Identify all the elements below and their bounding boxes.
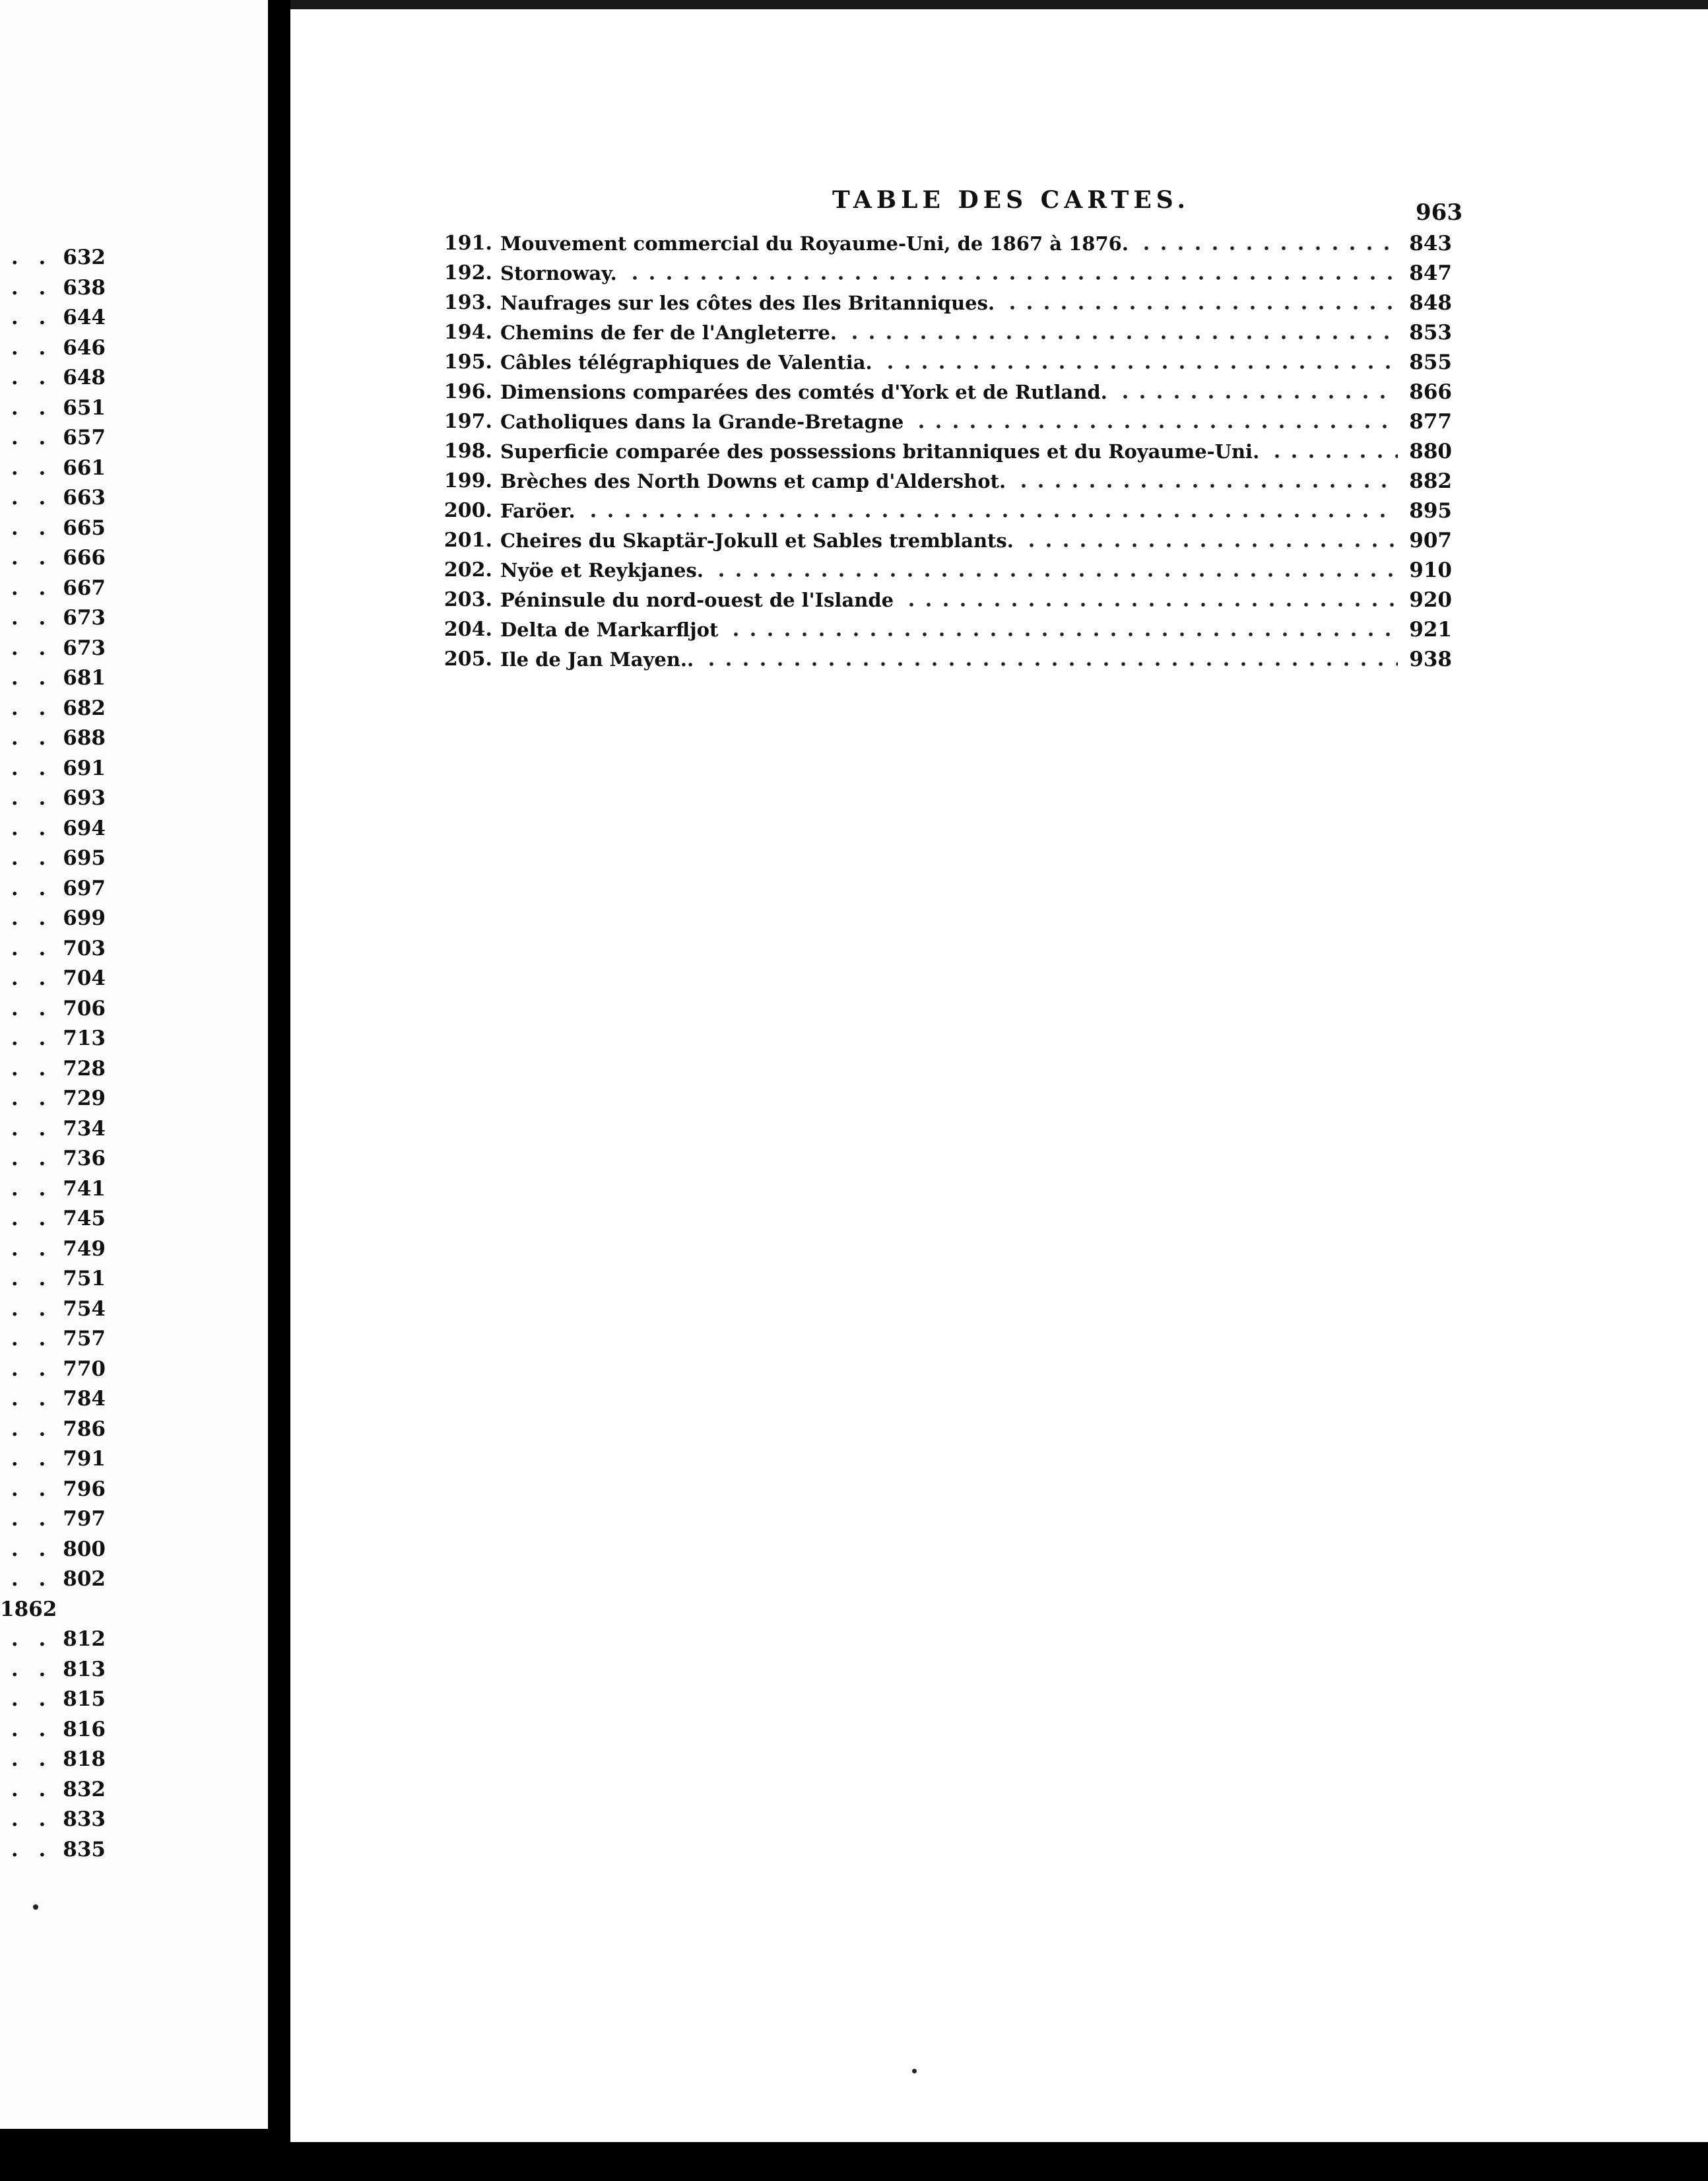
left-page-row: [0, 755, 106, 782]
entry-title: Faröer.: [500, 500, 575, 522]
left-page-row: [0, 1025, 106, 1052]
left-page-number: 812: [63, 1627, 106, 1651]
left-page-number: 691: [63, 756, 106, 780]
left-page-number: 703: [63, 936, 106, 960]
left-page-number: 688: [63, 726, 106, 750]
left-page-number: 665: [63, 516, 106, 540]
dot-leader: . .: [11, 1687, 53, 1711]
left-page-number: 736: [63, 1147, 106, 1170]
dot-leader: . .: [11, 1327, 53, 1351]
left-page-number: 681: [63, 666, 106, 690]
dot-leader: [1138, 246, 1398, 250]
left-page-row: [0, 935, 106, 962]
left-page-number: 796: [63, 1477, 106, 1501]
entry-title: Dimensions comparées des comtés d'York et de Rutland.: [500, 381, 1107, 403]
dot-leader: [1004, 306, 1398, 310]
dot-leader: [846, 335, 1398, 339]
entry-number: 193.: [443, 291, 492, 314]
page-number: 963: [1416, 199, 1462, 226]
dot-leader: . .: [11, 455, 53, 480]
left-page-row: [0, 335, 106, 361]
entry-title: Stornoway.: [500, 262, 617, 285]
left-page-number: 663: [63, 486, 106, 510]
map-entry: [436, 584, 1452, 613]
left-page-number: 644: [63, 306, 106, 329]
left-page-row: [0, 1476, 106, 1502]
dot-leader: . .: [11, 756, 53, 780]
entry-number: 197.: [443, 410, 492, 433]
left-page-row: [0, 1806, 106, 1832]
left-page-number: 786: [63, 1417, 106, 1441]
entry-title: Nyöe et Reykjanes.: [500, 559, 704, 582]
dot-leader: . .: [11, 546, 53, 570]
left-page-row: [0, 1296, 106, 1322]
dot-leader: . .: [11, 696, 53, 720]
left-page-row: [0, 1746, 106, 1772]
left-page-row: [0, 1386, 106, 1412]
entry-page: 880: [1409, 440, 1452, 463]
left-page-number: 791: [63, 1447, 106, 1471]
page-title: TABLE DES CARTES.: [832, 186, 1190, 214]
dot-leader: . .: [11, 1056, 53, 1081]
entry-title: Ile de Jan Mayen..: [500, 648, 694, 671]
left-page-number: 673: [63, 636, 106, 660]
dot-leader: . .: [11, 1807, 53, 1831]
left-page-row: [0, 1176, 106, 1202]
left-page-row: [0, 1145, 106, 1172]
entry-number: 199.: [443, 469, 492, 492]
entry-title: Câbles télégraphiques de Valentia.: [500, 351, 872, 374]
dot-leader: . .: [11, 1567, 53, 1591]
dot-leader: . .: [11, 1837, 53, 1862]
partial-year: 1862: [0, 1597, 57, 1621]
left-page-number: 661: [63, 455, 106, 480]
left-page-row: [0, 364, 106, 391]
dot-leader: [1023, 543, 1398, 547]
left-page-number: 734: [63, 1116, 106, 1141]
left-page-row: [0, 1085, 106, 1112]
left-page-row: [0, 1265, 106, 1292]
dot-leader: . .: [11, 1507, 53, 1531]
map-entry: [436, 554, 1452, 584]
entry-page: 877: [1409, 410, 1452, 434]
entry-page: 920: [1409, 588, 1452, 612]
left-page-number: 694: [63, 816, 106, 840]
entry-number: 204.: [443, 618, 492, 641]
dot-leader: . .: [11, 816, 53, 840]
left-page-row: [0, 1116, 106, 1142]
entry-page: 855: [1409, 351, 1452, 374]
entry-page: 847: [1409, 261, 1452, 285]
left-page-number: 833: [63, 1807, 106, 1831]
dot-leader: . .: [11, 1537, 53, 1561]
left-page-number: 666: [63, 546, 106, 570]
left-page-row: [0, 275, 106, 301]
left-page-row: [0, 1506, 106, 1532]
left-page-number: 802: [63, 1567, 106, 1591]
dot-leader: . .: [11, 1747, 53, 1771]
left-page-row: [0, 905, 106, 931]
left-page-number: 832: [63, 1777, 106, 1801]
left-page-number: 741: [63, 1176, 106, 1201]
left-page-number: 673: [63, 606, 106, 630]
entry-number: 192.: [443, 261, 492, 285]
dot-leader: . .: [11, 606, 53, 630]
left-page-row: [0, 515, 106, 541]
left-page-row: [0, 665, 106, 691]
left-page-number: 706: [63, 996, 106, 1021]
left-page-number: 818: [63, 1747, 106, 1771]
left-page-number: 728: [63, 1056, 106, 1081]
map-entry: [436, 613, 1452, 643]
entry-number: 191.: [443, 232, 492, 255]
left-page-number: 813: [63, 1657, 106, 1681]
left-page-number: 800: [63, 1537, 106, 1561]
left-page-number: 648: [63, 366, 106, 389]
dot-leader: . .: [11, 1267, 53, 1291]
entry-page: 853: [1409, 321, 1452, 345]
left-page-row: [0, 1716, 106, 1743]
dot-leader: . .: [11, 936, 53, 960]
left-page-row: [0, 635, 106, 661]
entry-title: Naufrages sur les côtes des Iles Britanniques.: [500, 292, 995, 314]
map-entry: [436, 286, 1452, 316]
dot-leader: . .: [11, 395, 53, 420]
left-page-row: [0, 455, 106, 481]
dot-leader: . .: [11, 366, 53, 389]
left-page-row: [0, 1836, 106, 1863]
dot-leader: [1268, 454, 1398, 458]
map-entry: [436, 435, 1452, 465]
left-page-row: [0, 1416, 106, 1442]
map-entry: [436, 376, 1452, 405]
left-page-number: 667: [63, 576, 106, 600]
entry-number: 198.: [443, 440, 492, 463]
left-page-row: [0, 815, 106, 842]
dot-leader: . .: [11, 246, 53, 269]
dot-leader: . .: [11, 576, 53, 600]
left-page-row: [0, 424, 106, 451]
dot-leader: . .: [11, 1207, 53, 1230]
dot-leader: . .: [11, 1147, 53, 1170]
dot-leader: . .: [11, 426, 53, 450]
left-page-row: [0, 845, 106, 871]
dot-leader: . .: [11, 726, 53, 750]
entry-page: 882: [1409, 469, 1452, 493]
entry-page: 921: [1409, 618, 1452, 642]
dot-leader: . .: [11, 1477, 53, 1501]
entry-number: 196.: [443, 380, 492, 403]
left-page-number: 751: [63, 1267, 106, 1291]
dot-leader: . .: [11, 1717, 53, 1741]
dot-leader: . .: [11, 786, 53, 810]
left-page-number: 835: [63, 1837, 106, 1862]
left-page-row: [0, 1686, 106, 1712]
left-page-row: [0, 1325, 106, 1352]
left-page-row: [0, 725, 106, 751]
left-page-number: 757: [63, 1327, 106, 1351]
left-page-row: [0, 785, 106, 811]
left-page-row: [0, 1656, 106, 1683]
entry-title: Superficie comparée des possessions britanniques et du Royaume-Uni.: [500, 440, 1260, 463]
entry-number: 202.: [443, 558, 492, 582]
left-page-number: 770: [63, 1357, 106, 1381]
left-page-row: [0, 1566, 106, 1592]
left-page-row: [0, 965, 106, 991]
left-page-number: 699: [63, 906, 106, 930]
dot-leader: . .: [11, 846, 53, 870]
left-page-number: 693: [63, 786, 106, 810]
left-page-row: [0, 1056, 106, 1082]
dot-leader: [626, 276, 1398, 280]
ink-speck: [33, 1904, 38, 1910]
page-gutter: [268, 0, 292, 2181]
left-page-number: 713: [63, 1026, 106, 1050]
dot-leader: . .: [11, 275, 53, 300]
entry-number: 203.: [443, 588, 492, 611]
left-page-number: 695: [63, 846, 106, 870]
left-page-number: 704: [63, 966, 106, 990]
map-entry: [436, 465, 1452, 494]
left-page-number: 697: [63, 876, 106, 900]
dot-leader: [585, 514, 1398, 518]
left-page-row: [0, 395, 106, 421]
entry-title: Delta de Markarfljot: [500, 619, 719, 641]
entry-page: 938: [1409, 648, 1452, 671]
left-page-row: [0, 575, 106, 601]
left-page-number: 749: [63, 1236, 106, 1261]
dot-leader: [1117, 395, 1398, 399]
entry-title: Mouvement commercial du Royaume-Uni, de 1867 à 1876.: [500, 232, 1129, 255]
map-entry: [436, 494, 1452, 524]
left-page-number: 646: [63, 335, 106, 360]
left-page-row: [0, 875, 106, 902]
dot-leader: . .: [11, 1387, 53, 1411]
left-page-number: 816: [63, 1717, 106, 1741]
right-page: [290, 0, 1708, 2142]
dot-leader: [1015, 484, 1398, 488]
dot-leader: . .: [11, 906, 53, 930]
dot-leader: . .: [11, 636, 53, 660]
dot-leader: . .: [11, 1176, 53, 1201]
left-page-row: [0, 1205, 106, 1232]
entry-number: 201.: [443, 529, 492, 552]
dot-leader: . .: [11, 1296, 53, 1321]
left-page-row: [0, 485, 106, 511]
dot-leader: . .: [11, 516, 53, 540]
dot-leader: . .: [11, 1777, 53, 1801]
left-page-row: [0, 304, 106, 331]
left-page-row: [0, 995, 106, 1022]
dot-leader: . .: [11, 306, 53, 329]
left-page-row: [0, 244, 106, 271]
entry-number: 200.: [443, 499, 492, 522]
left-page-number: 632: [63, 246, 106, 269]
entry-page: 848: [1409, 291, 1452, 315]
map-entry: [436, 405, 1452, 435]
left-page-number: 754: [63, 1296, 106, 1321]
left-page-number: 638: [63, 275, 106, 300]
left-page-row: [0, 1776, 106, 1803]
entry-page: 866: [1409, 380, 1452, 404]
entry-page: 895: [1409, 499, 1452, 523]
dot-leader: [903, 603, 1398, 607]
dot-leader: [882, 365, 1398, 369]
dot-leader: . .: [11, 876, 53, 900]
left-page-row: [0, 1536, 106, 1562]
dot-leader: . .: [11, 1447, 53, 1471]
dot-leader: . .: [11, 335, 53, 360]
dot-leader: [713, 573, 1398, 577]
left-page-number: 729: [63, 1087, 106, 1110]
left-page-number: 682: [63, 696, 106, 720]
left-page-row: [0, 1446, 106, 1472]
left-page: [0, 0, 268, 2129]
entry-page: 910: [1409, 558, 1452, 582]
dot-leader: . .: [11, 1417, 53, 1441]
entry-title: Péninsule du nord-ouest de l'Islande: [500, 589, 894, 611]
dot-leader: . .: [11, 1657, 53, 1681]
left-page-number: 651: [63, 395, 106, 420]
left-page-row: [0, 695, 106, 721]
dot-leader: . .: [11, 486, 53, 510]
map-entry: [436, 643, 1452, 673]
left-page-row: [0, 545, 106, 571]
entry-page: 843: [1409, 232, 1452, 255]
left-page-row: [0, 1626, 106, 1652]
entry-title: Chemins de fer de l'Angleterre.: [500, 321, 837, 344]
page-top-edge: [290, 0, 1708, 9]
entry-title: Cheires du Skaptär-Jokull et Sables tremblants.: [500, 529, 1014, 552]
ink-speck: [912, 2069, 917, 2073]
dot-leader: . .: [11, 666, 53, 690]
left-page-number: 784: [63, 1387, 106, 1411]
entry-title: Catholiques dans la Grande-Bretagne: [500, 411, 904, 433]
left-page-row: [0, 1356, 106, 1382]
entry-title: Brèches des North Downs et camp d'Aldershot.: [500, 470, 1006, 492]
dot-leader: . .: [11, 996, 53, 1021]
left-page-row: [0, 605, 106, 631]
map-entry: [436, 346, 1452, 376]
dot-leader: . .: [11, 1026, 53, 1050]
map-entry: [436, 257, 1452, 286]
dot-leader: [703, 662, 1398, 666]
left-page-number: 745: [63, 1207, 106, 1230]
map-entry: [436, 316, 1452, 346]
map-entry: [436, 524, 1452, 554]
entry-number: 195.: [443, 351, 492, 374]
dot-leader: . .: [11, 1357, 53, 1381]
left-page-row: [0, 1236, 106, 1262]
left-page-number: 815: [63, 1687, 106, 1711]
dot-leader: . .: [11, 1116, 53, 1141]
dot-leader: . .: [11, 966, 53, 990]
entry-page: 907: [1409, 529, 1452, 553]
dot-leader: [727, 632, 1398, 636]
left-page-number: 797: [63, 1507, 106, 1531]
entry-number: 194.: [443, 321, 492, 344]
entry-number: 205.: [443, 648, 492, 671]
left-page-number: 657: [63, 426, 106, 450]
map-entry: [436, 227, 1452, 257]
dot-leader: . .: [11, 1236, 53, 1261]
dot-leader: [913, 424, 1398, 428]
dot-leader: . .: [11, 1627, 53, 1651]
dot-leader: . .: [11, 1087, 53, 1110]
